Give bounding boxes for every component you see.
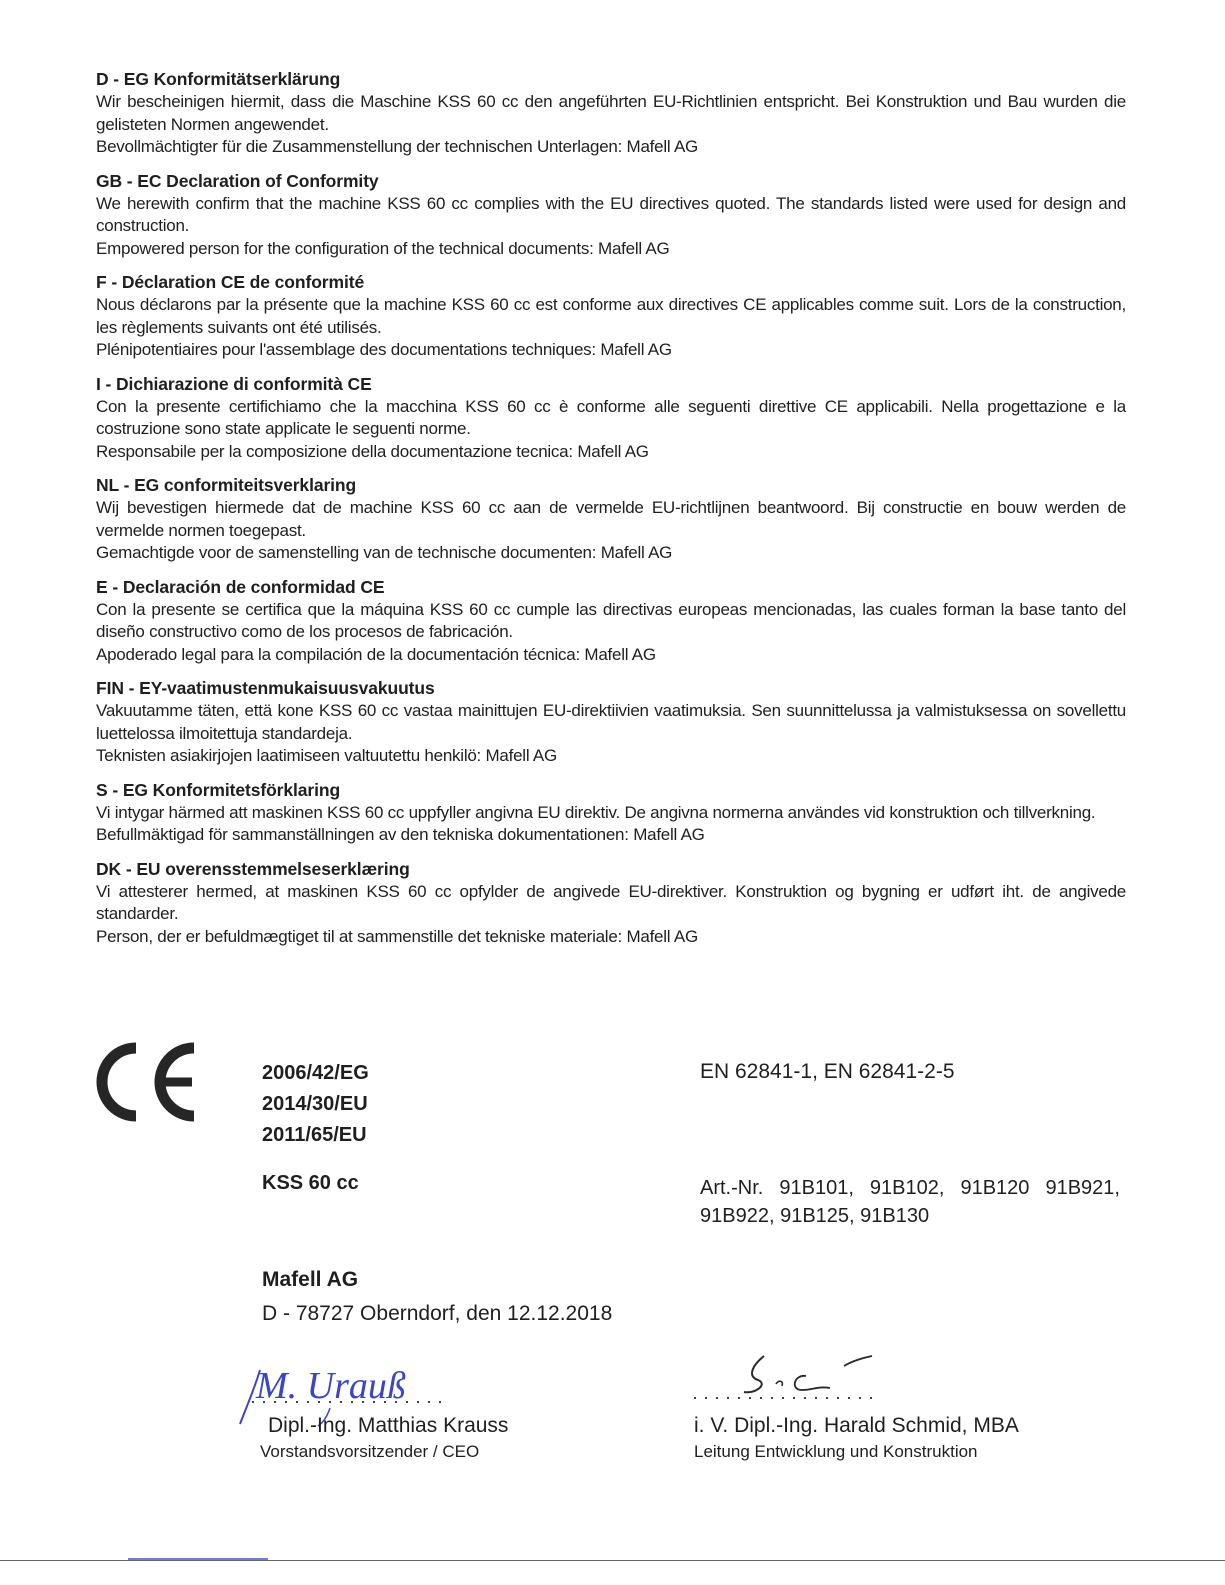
declaration-body: We herewith confirm that the machine KSS 60 cc complies with the EU directives quoted. The standards listed were used for design and construction. [96, 193, 1126, 235]
declaration-body: Nous déclarons par la présente que la machine KSS 60 cc est conforme aux directives CE applicables comme suit. Lors de la construction, les règlements suivants ont été utilisés. [96, 295, 1126, 337]
directive-item: 2011/65/EU [262, 1124, 367, 1146]
declaration-body: Vi attesterer hermed, at maskinen KSS 60 cc opfylder de angivede EU-direktiver. Konstruktion og bygning er udført iht. de angivede standarder. [96, 881, 1126, 923]
declaration-heading: D - EG Konformitätserklärung [96, 69, 341, 89]
signatory-role: Leitung Entwicklung und Konstruktion [694, 1442, 978, 1461]
ce-mark-icon [92, 1042, 204, 1127]
declaration-body: Con la presente se certifica que la máquina KSS 60 cc cumple las directivas europeas mencionadas, las cuales forman la base tanto del diseño constructivo como de los procesos de fabricación. [96, 599, 1126, 641]
declaration-representative: Responsabile per la composizione della documentazione tecnica: Mafell AG [96, 441, 649, 461]
declaration-danish [96, 858, 1126, 949]
declaration-heading: NL - EG conformiteitsverklaring [96, 475, 357, 495]
declaration-heading: F - Déclaration CE de conformité [96, 272, 365, 292]
declaration-english [96, 170, 1126, 261]
declaration-swedish [96, 779, 1126, 847]
machine-model: KSS 60 cc [262, 1172, 359, 1194]
article-numbers [700, 1174, 1120, 1230]
signatory-role: Vorstandsvorsitzender / CEO [260, 1442, 480, 1461]
declaration-heading: GB - EC Declaration of Conformity [96, 170, 379, 191]
place-and-date: D - 78727 Oberndorf, den 12.12.2018 [262, 1302, 613, 1325]
article-number: 91B102, [869, 1177, 945, 1199]
declaration-representative: Gemachtigde voor de samenstelling van de technische documenten: Mafell AG [96, 543, 673, 562]
signatory-name: Dipl.-Ing. Matthias Krauss [268, 1414, 509, 1437]
directives-list [262, 1058, 369, 1151]
article-number-label: Art.-Nr. [700, 1177, 764, 1199]
declaration-representative: Bevollmächtigter für die Zusammenstellung der technischen Unterlagen: Mafell AG [96, 137, 699, 156]
article-number: 91B120 [960, 1177, 1030, 1199]
page-bottom-rule [0, 1560, 1225, 1561]
declaration-dutch [96, 474, 1126, 565]
declaration-heading: DK - EU overensstemmelseserklæring [96, 858, 410, 879]
declaration-representative: Teknisten asiakirjojen laatimiseen valtuutettu henkilö: Mafell AG [96, 746, 557, 765]
declaration-representative: Apoderado legal para la compilación de la documentación técnica: Mafell AG [96, 644, 656, 664]
declaration-body: Con la presente certifichiamo che la macchina KSS 60 cc è conforme alle seguenti direttive CE applicabili. Nella progettazione e la costruzione sono state applicate le seguenti norme. [96, 396, 1126, 438]
declaration-body: Wir bescheinigen hiermit, dass die Maschine KSS 60 cc den angeführten EU-Richtlinien entspricht. Bei Konstruktion und Bau wurden die gelisteten Normen angewendet. [96, 92, 1126, 134]
declaration-french [96, 271, 1126, 362]
declaration-body: Vi intygar härmed att maskinen KSS 60 cc uppfyller angivna EU direktiv. De angivna normerna användes vid konstruktion och tillverkning. [96, 802, 1096, 822]
directive-item: 2006/42/EG [262, 1062, 369, 1084]
declaration-heading: FIN - EY-vaatimustenmukaisuusvakuutus [96, 678, 435, 698]
declaration-italian [96, 373, 1126, 464]
standards-list: EN 62841-1, EN 62841-2-5 [700, 1060, 955, 1083]
signature-handwriting: M. Urauß [256, 1365, 406, 1407]
declaration-spanish [96, 576, 1126, 667]
declaration-heading: S - EG Konformitetsförklaring [96, 779, 341, 800]
declaration-body: Wij bevestigen hiermede dat de machine KSS 60 cc aan de vermelde EU-richtlijnen beantwoord. Bij constructie en bouw werden de vermelde normen toegepast. [96, 498, 1126, 540]
declaration-heading: E - Declaración de conformidad CE [96, 576, 385, 597]
directive-item: 2014/30/EU [262, 1093, 368, 1115]
declaration-body: Vakuutamme täten, että kone KSS 60 cc vastaa mainittujen EU-direktiivien vaatimuksia. Sen suunnittelussa ja valmistuksessa on sovellettu luettelossa ilmoitettuja standardeja. [96, 701, 1126, 743]
signatory-name: i. V. Dipl.-Ing. Harald Schmid, MBA [694, 1414, 1019, 1437]
declaration-representative: Empowered person for the configuration of the technical documents: Mafell AG [96, 238, 670, 258]
declaration-finnish [96, 677, 1126, 768]
declaration-representative: Plénipotentiaires pour l'assemblage des documentations techniques: Mafell AG [96, 340, 672, 359]
article-numbers-second-line: 91B922, 91B125, 91B130 [700, 1205, 930, 1227]
footnote-separator [128, 1558, 268, 1560]
article-number: 91B921, [1045, 1177, 1120, 1199]
signature-schmid [694, 1346, 894, 1421]
declaration-representative: Person, der er befuldmægtiget til at sammenstille det tekniske materiale: Mafell AG [96, 926, 698, 946]
article-number: 91B101, [779, 1177, 854, 1199]
declaration-german [96, 68, 1126, 159]
declarations-list [96, 68, 1126, 959]
declaration-representative: Befullmäktigad för sammanställningen av den tekniska dokumentationen: Mafell AG [96, 825, 705, 844]
declaration-heading: I - Dichiarazione di conformità CE [96, 373, 372, 394]
company-name: Mafell AG [262, 1268, 359, 1291]
